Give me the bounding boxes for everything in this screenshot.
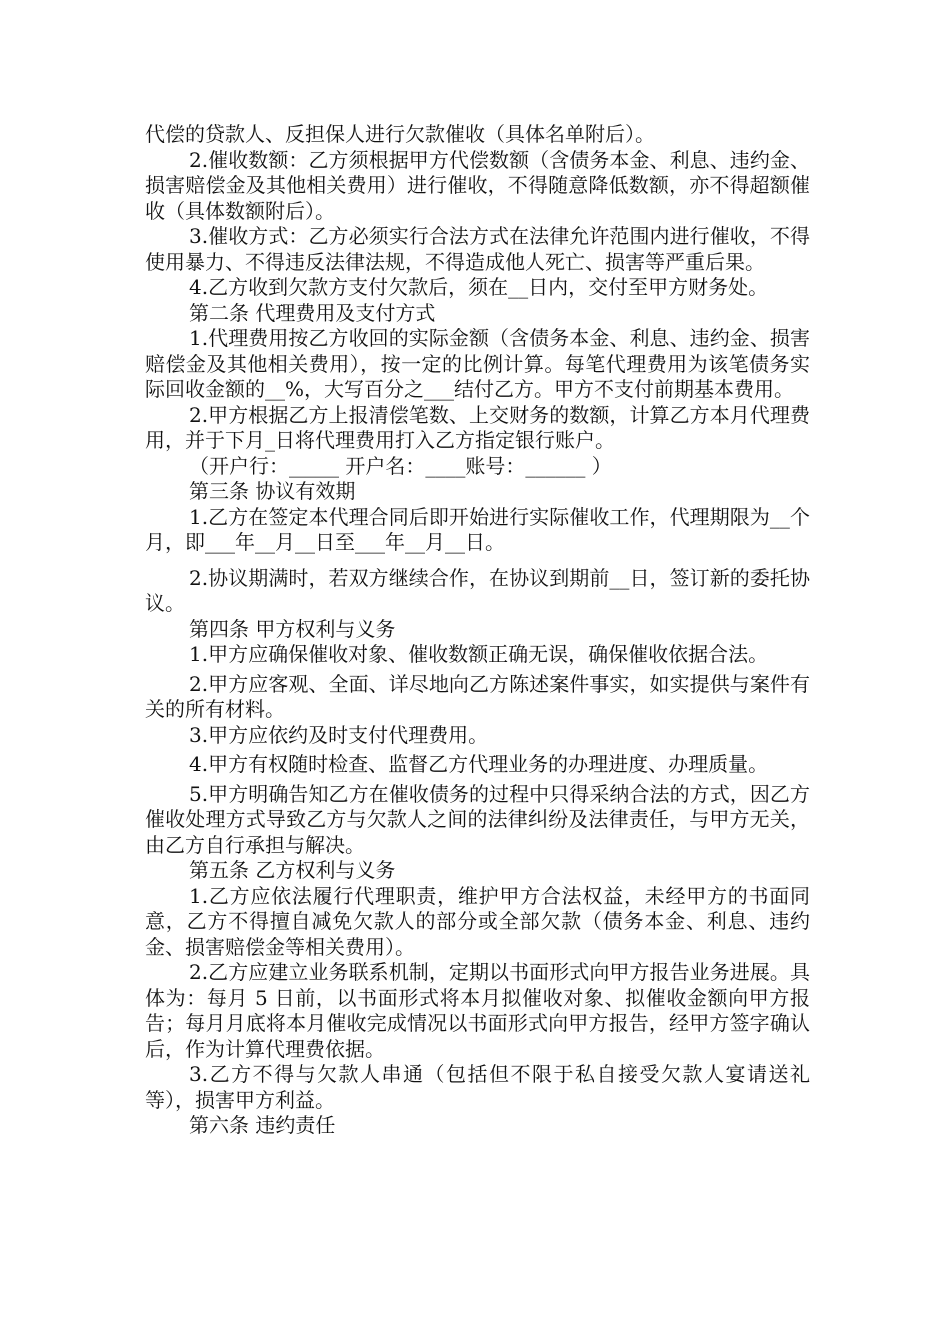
- paragraph-payment-deadline: 4.乙方收到欠款方支付欠款后，须在__日内，交付至甲方财务处。: [189, 275, 769, 299]
- paragraph-fee-ratio: 1.代理费用按乙方收回的实际金额（含债务本金、利息、违约金、损害赔偿金及其他相关费用），按一定的比例计算。每笔代理费用为该笔债务实际回收金额的__%，大写百分之___结付乙方。甲方不支付前期基本费用。: [145, 326, 810, 401]
- section-heading-article-6: 第六条 违约责任: [189, 1113, 336, 1137]
- paragraph-party-a-duty-1: 1.甲方应确保催收对象、催收数额正确无误，确保催收依据合法。: [189, 642, 769, 666]
- section-heading-article-5: 第五条 乙方权利与义务: [189, 858, 396, 882]
- paragraph-fee-transfer: 2.甲方根据乙方上报清偿笔数、上交财务的数额，计算乙方本月代理费用，并于下月_日将代理费用打入乙方指定银行账户。: [145, 402, 810, 452]
- paragraph-party-a-duty-5: 5.甲方明确告知乙方在催收债务的过程中只得采纳合法的方式，因乙方催收处理方式导致乙方与欠款人之间的法律纠纷及法律责任，与甲方无关，由乙方自行承担与解决。: [145, 781, 810, 857]
- paragraph-party-a-duty-2: 2.甲方应客观、全面、详尽地向乙方陈述案件事实，如实提供与案件有关的所有材料。: [145, 671, 810, 721]
- section-heading-article-4: 第四条 甲方权利与义务: [189, 616, 396, 641]
- section-heading-article-3: 第三条 协议有效期: [189, 479, 356, 503]
- paragraph-party-b-duty-3: 3.乙方不得与欠款人串通（包括但不限于私自接受欠款人宴请送礼等），损害甲方利益。: [145, 1062, 810, 1112]
- paragraph-recipients: 代偿的贷款人、反担保人进行欠款催收（具体名单附后）。: [145, 122, 655, 146]
- paragraph-renewal: 2.协议期满时，若双方继续合作，在协议到期前__日，签订新的委托协议。: [145, 565, 810, 615]
- paragraph-term: 1.乙方在签定本代理合同后即开始进行实际催收工作，代理期限为__个月，即___年__月__日至___年__月__日。: [145, 504, 810, 554]
- paragraph-party-b-duty-1: 1.乙方应依法履行代理职责，维护甲方合法权益，未经甲方的书面同意，乙方不得擅自减免欠款人的部分或全部欠款（债务本金、利息、违约金、损害赔偿金等相关费用）。: [145, 883, 810, 959]
- paragraph-amount: 2.催收数额：乙方须根据甲方代偿数额（含债务本金、利息、违约金、损害赔偿金及其他相关费用）进行催收，不得随意降低数额，亦不得超额催收（具体数额附后）。: [145, 147, 810, 223]
- paragraph-party-a-duty-3: 3.甲方应依约及时支付代理费用。: [189, 722, 489, 747]
- section-heading-article-2: 第二条 代理费用及支付方式: [189, 300, 436, 325]
- paragraph-party-b-duty-2: 2.乙方应建立业务联系机制，定期以书面形式向甲方报告业务进展。具体为：每月 5 日前，以书面形式将本月拟催收对象、拟催收金额向甲方报告；每月月底将本月催收完成情况以书面形式向甲方报告，经甲方签字确认后，作为计算代理费依据。: [145, 960, 810, 1061]
- document-page: [145, 122, 810, 1139]
- paragraph-party-a-duty-4: 4.甲方有权随时检查、监督乙方代理业务的办理进度、办理质量。: [189, 752, 769, 776]
- paragraph-method: 3.催收方式：乙方必须实行合法方式在法律允许范围内进行催收，不得使用暴力、不得违反法律法规，不得造成他人死亡、损害等严重后果。: [145, 224, 810, 274]
- paragraph-bank-account: （开户行：_____ 开户名：____账号：______ ）: [189, 453, 612, 478]
